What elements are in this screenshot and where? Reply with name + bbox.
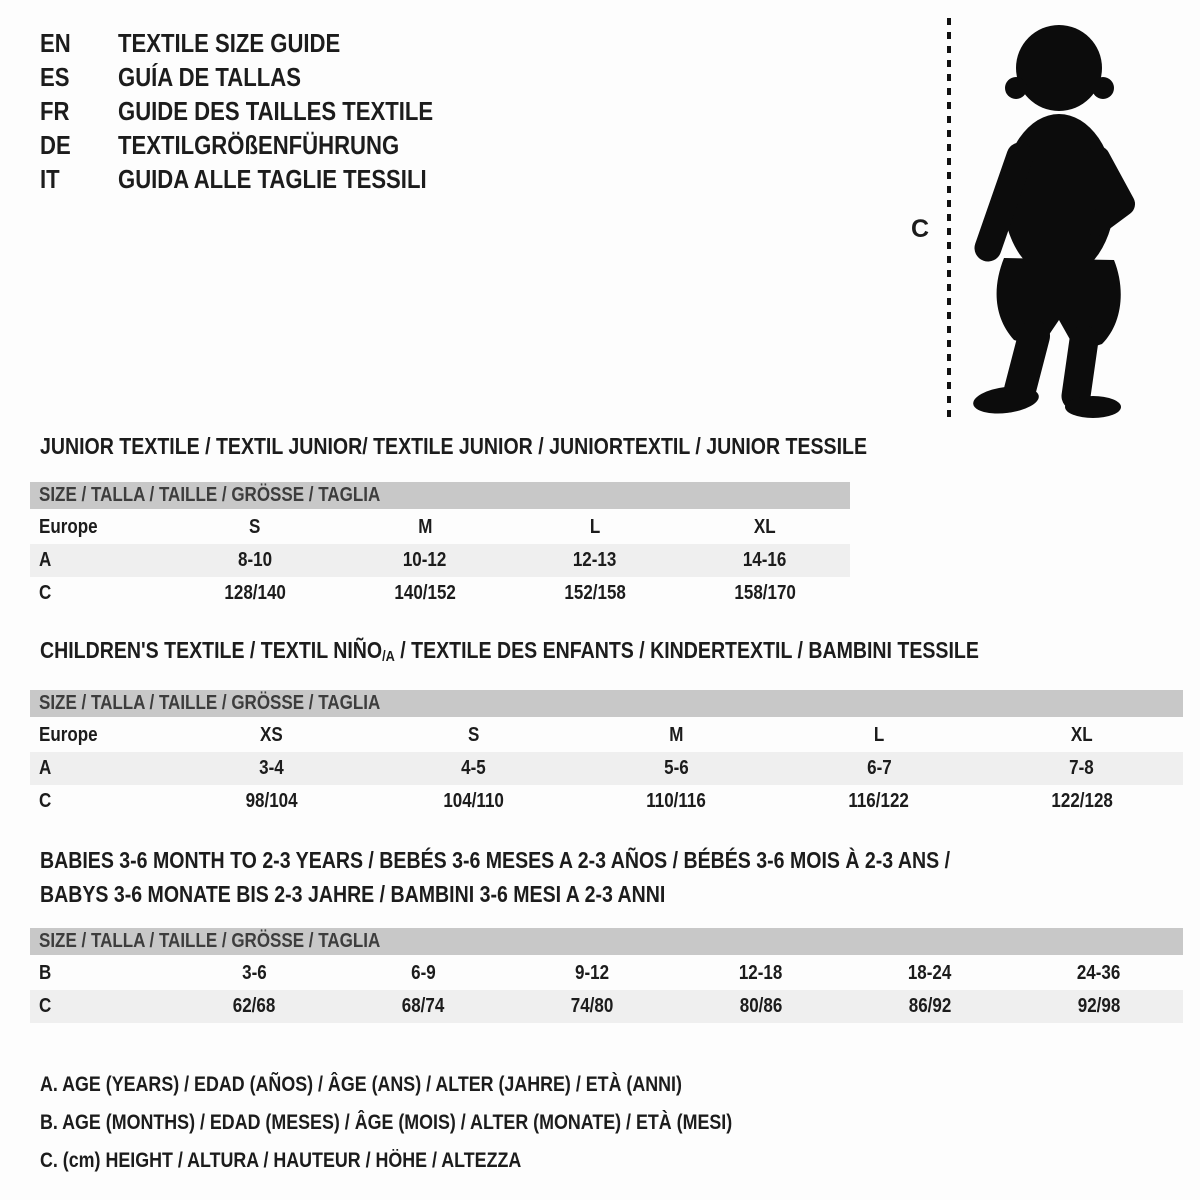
- column-header: Europe: [39, 724, 98, 746]
- children-section-title: CHILDREN'S TEXTILE / TEXTIL $NIÑO_{/A}$ / TEXTILE DES ENFANTS / KINDERTEXTIL / BAMBINI TESSILE: [40, 637, 979, 665]
- column-header: XS: [259, 724, 283, 746]
- language-row: [40, 94, 489, 128]
- column-header: XL: [754, 516, 776, 538]
- column-header: S: [249, 516, 261, 538]
- junior-section-title: JUNIOR TEXTILE / TEXTIL JUNIOR/ TEXTILE JUNIOR / JUNIORTEXTIL / JUNIOR TESSILE: [40, 433, 868, 459]
- cell-value: 12-18: [739, 962, 783, 984]
- language-code: EN: [40, 28, 71, 58]
- height-measure-label: C: [911, 215, 930, 243]
- column-header: Europe: [39, 516, 98, 538]
- table-row: [30, 577, 850, 610]
- language-title: GUÍA DE TALLAS: [118, 62, 301, 92]
- cell-value: 68/74: [401, 995, 445, 1017]
- babies-title-line1: BABIES 3-6 MONTH TO 2-3 YEARS / BEBÉS 3-6 MESES A 2-3 AÑOS / BÉBÉS 3-6 MOIS À 2-3 ANS /: [40, 847, 951, 873]
- cell-value: 6-7: [866, 757, 892, 779]
- legend-item-age-years: A. AGE (YEARS) / EDAD (AÑOS) / ÂGE (ANS) / ALTER (JAHRE) / ETÀ (ANNI): [40, 1073, 682, 1096]
- language-title: GUIDE DES TAILLES TEXTILE: [118, 96, 434, 126]
- column-header: L: [873, 724, 885, 746]
- cell-value: 152/158: [564, 582, 626, 604]
- language-code: ES: [40, 62, 70, 92]
- cell-value: 62/68: [233, 995, 276, 1017]
- cell-value: 8-10: [237, 549, 273, 571]
- row-label: C: [39, 582, 52, 604]
- cell-value: 12-13: [573, 549, 617, 571]
- cell-value: 104/110: [443, 790, 505, 812]
- cell-value: 14-16: [743, 549, 787, 571]
- size-header-label: SIZE / TALLA / TAILLE / GRÖSSE / TAGLIA: [39, 484, 381, 506]
- size-header-bar: [30, 928, 1183, 955]
- language-title: GUIDA ALLE TAGLIE TESSILI: [118, 164, 427, 194]
- language-row: [40, 162, 489, 196]
- language-code: FR: [40, 96, 70, 126]
- language-code: DE: [40, 130, 71, 160]
- column-header: M: [669, 724, 684, 746]
- table-row: [30, 785, 1183, 818]
- size-header-bar: [30, 482, 850, 509]
- language-row: [40, 128, 489, 162]
- row-label: C: [39, 995, 52, 1017]
- cell-value: 5-6: [664, 757, 689, 779]
- cell-value: 128/140: [224, 582, 286, 604]
- cell-value: 80/86: [739, 995, 783, 1017]
- legend-item-height: C. (cm) HEIGHT / ALTURA / HAUTEUR / HÖHE / ALTEZZA: [40, 1149, 522, 1172]
- cell-value: 116/122: [848, 790, 910, 812]
- babies-section-title: [40, 843, 1111, 911]
- babies-title-line2: BABYS 3-6 MONATE BIS 2-3 JAHRE / BAMBINI 3-6 MESI A 2-3 ANNI: [40, 881, 666, 907]
- toddler-silhouette-icon: [960, 16, 1148, 418]
- cell-value: 3-6: [242, 962, 267, 984]
- cell-value: 18-24: [907, 962, 952, 984]
- table-row: [30, 752, 1183, 785]
- junior-size-table: [30, 482, 850, 610]
- size-header-label: SIZE / TALLA / TAILLE / GRÖSSE / TAGLIA: [39, 692, 381, 714]
- language-row: [40, 60, 489, 94]
- cell-value: 6-9: [410, 962, 436, 984]
- language-row: [40, 26, 489, 60]
- title-subscript: /A: [382, 648, 395, 665]
- cell-value: 3-4: [259, 757, 284, 779]
- cell-value: 74/80: [570, 995, 614, 1017]
- cell-value: 4-5: [461, 757, 487, 779]
- size-header-bar: [30, 690, 1183, 717]
- table-header-row: [30, 719, 1183, 752]
- language-title: TEXTILE SIZE GUIDE: [118, 28, 341, 58]
- cell-value: 24-36: [1076, 962, 1121, 984]
- babies-size-table: [30, 928, 1183, 1023]
- cell-value: 122/128: [1050, 790, 1113, 812]
- size-header-label: SIZE / TALLA / TAILLE / GRÖSSE / TAGLIA: [39, 930, 381, 952]
- cell-value: 9-12: [575, 962, 610, 984]
- row-label: A: [39, 757, 52, 779]
- cell-value: 140/152: [394, 582, 456, 604]
- legend: [40, 1066, 854, 1180]
- row-label: C: [39, 790, 52, 812]
- table-row: [30, 544, 850, 577]
- language-title: TEXTILGRÖßENFÜHRUNG: [118, 130, 400, 160]
- row-label: B: [39, 962, 52, 984]
- children-size-table: [30, 690, 1183, 818]
- cell-value: 110/116: [646, 790, 707, 812]
- table-row: [30, 990, 1183, 1023]
- legend-item-age-months: B. AGE (MONTHS) / EDAD (MESES) / ÂGE (MOIS) / ALTER (MONATE) / ETÀ (MESI): [40, 1111, 733, 1134]
- row-label: A: [39, 549, 52, 571]
- height-measure-dashed-line: [947, 18, 951, 418]
- table-header-row: [30, 511, 850, 544]
- language-title-list: [40, 26, 489, 196]
- language-code: IT: [40, 164, 60, 194]
- cell-value: 92/98: [1077, 995, 1120, 1017]
- column-header: L: [589, 516, 601, 538]
- cell-value: 158/170: [734, 582, 796, 604]
- column-header: M: [417, 516, 433, 538]
- cell-value: 7-8: [1069, 757, 1094, 779]
- cell-value: 10-12: [403, 549, 447, 571]
- table-row: [30, 957, 1183, 990]
- cell-value: 86/92: [908, 995, 952, 1017]
- column-header: S: [468, 724, 480, 746]
- cell-value: 98/104: [245, 790, 298, 812]
- column-header: XL: [1070, 724, 1093, 746]
